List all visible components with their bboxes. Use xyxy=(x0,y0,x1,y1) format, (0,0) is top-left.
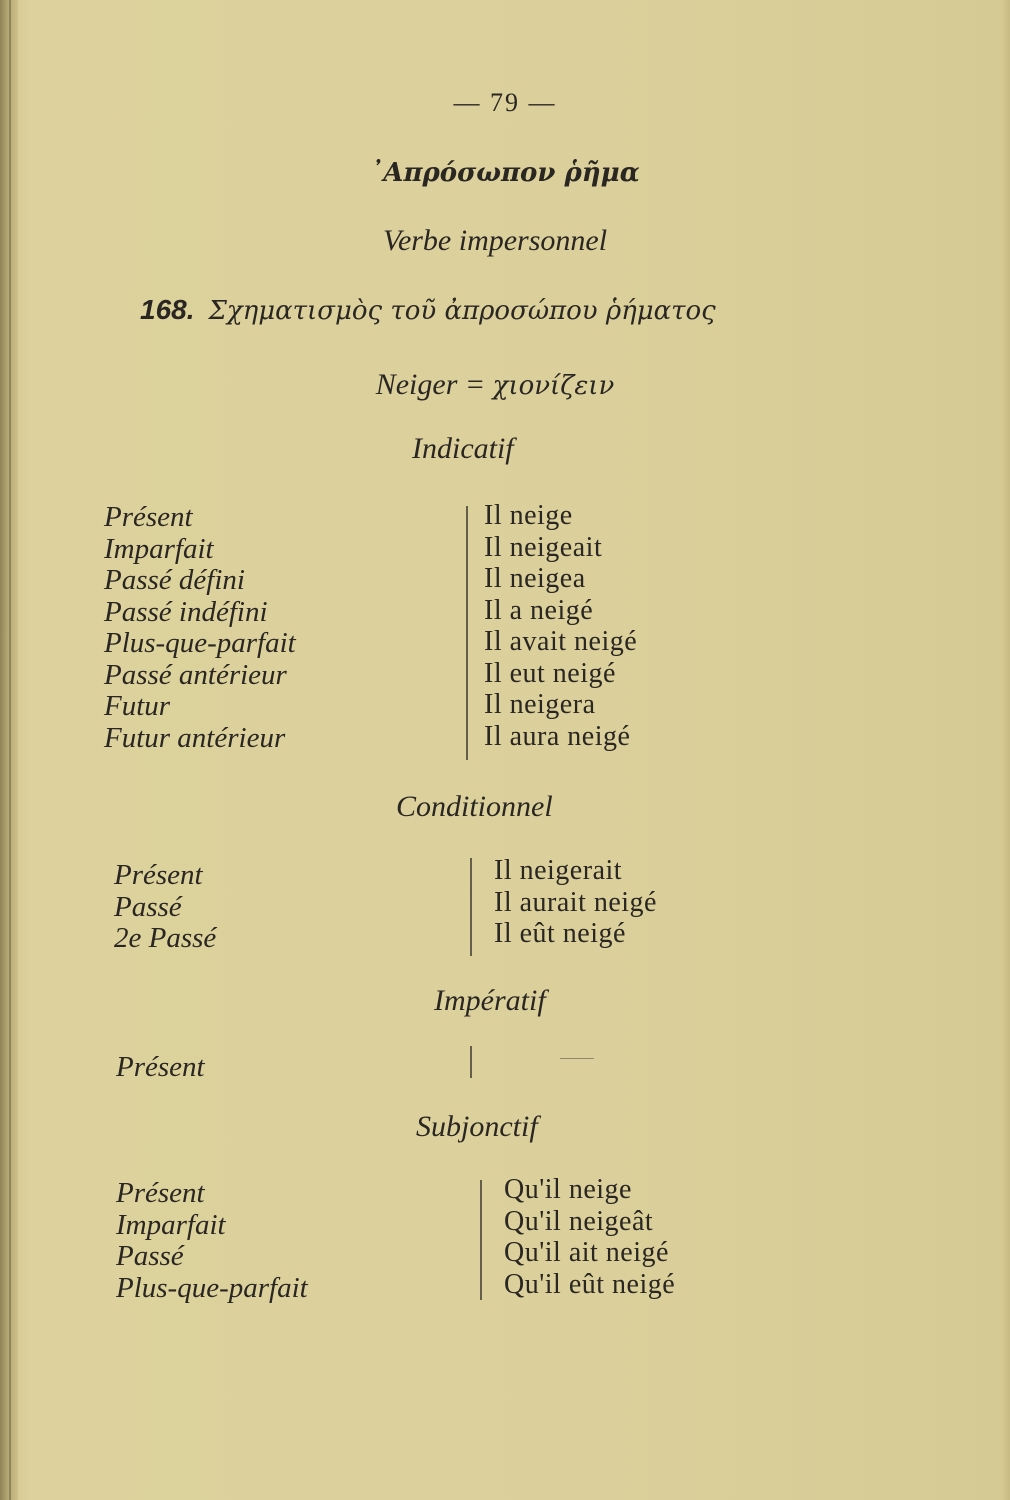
imperatif-tense-list xyxy=(116,1052,205,1084)
subjonctif-form: Qu'il ait neigé xyxy=(504,1237,669,1268)
page-right-edge xyxy=(1002,0,1010,1500)
imperatif-tense: Présent xyxy=(116,1051,205,1083)
subjonctif-tense: Présent xyxy=(116,1177,205,1209)
subjonctif-tense: Passé xyxy=(116,1240,184,1272)
conditionnel-tense: Présent xyxy=(114,859,203,891)
indicatif-form: Il neigera xyxy=(484,689,596,720)
conditionnel-form: Il eût neigé xyxy=(494,918,626,949)
french-title: Verbe impersonnel xyxy=(382,224,608,257)
section-heading xyxy=(140,294,716,326)
mood-heading-imperatif: Impératif xyxy=(434,984,546,1017)
conditionnel-tense: Passé xyxy=(114,890,182,923)
indicatif-form: Il avait neigé xyxy=(484,626,638,657)
indicatif-form: Il aura neigé xyxy=(484,720,631,752)
indicatif-form: Il neige xyxy=(484,500,573,531)
indicatif-divider xyxy=(466,506,468,760)
section-heading-text: Σχηματισμὸς τοῦ ἀπροσώπου ῥήματος xyxy=(208,296,716,326)
indicatif-form: Il a neigé xyxy=(484,594,594,626)
indicatif-tense: Plus-que-parfait xyxy=(104,627,296,659)
conditionnel-form-list xyxy=(494,855,657,950)
section-number: 168. xyxy=(140,294,195,325)
conditionnel-tense: 2e Passé xyxy=(114,922,217,954)
subjonctif-divider xyxy=(480,1180,482,1300)
indicatif-form: Il neigeait xyxy=(484,531,603,563)
indicatif-tense-list xyxy=(104,502,296,754)
mood-heading-conditionnel: Conditionnel xyxy=(396,790,553,823)
greek-title: ᾿Απρόσωπον ῥῆμα xyxy=(370,158,640,188)
indicatif-tense: Passé antérieur xyxy=(104,658,287,691)
conditionnel-form: Il aurait neigé xyxy=(494,886,657,918)
page-number: — 79 — xyxy=(453,88,557,117)
subjonctif-tense: Imparfait xyxy=(116,1208,226,1241)
imperatif-divider xyxy=(470,1046,472,1078)
conditionnel-divider xyxy=(470,858,472,956)
indicatif-tense: Passé défini xyxy=(104,564,245,596)
verb-french: Neiger xyxy=(375,368,458,401)
indicatif-form: Il eut neigé xyxy=(484,657,616,689)
mood-heading-indicatif: Indicatif xyxy=(412,432,514,465)
subjonctif-form: Qu'il neige xyxy=(504,1174,632,1205)
verb-definition xyxy=(0,368,1000,402)
indicatif-tense: Passé indéfini xyxy=(104,595,268,628)
subjonctif-tense-list xyxy=(116,1178,308,1304)
indicatif-tense: Imparfait xyxy=(104,532,214,565)
subjonctif-tense: Plus-que-parfait xyxy=(116,1271,308,1304)
conditionnel-form: Il neigerait xyxy=(494,855,623,886)
imperatif-empty-mark xyxy=(560,1058,594,1059)
indicatif-tense: Futur antérieur xyxy=(104,721,286,754)
subjonctif-form: Qu'il eût neigé xyxy=(504,1268,676,1300)
indicatif-form-list xyxy=(484,500,637,752)
conditionnel-tense-list xyxy=(114,860,216,955)
verb-greek: χιονίζειν xyxy=(492,371,615,401)
indicatif-tense: Présent xyxy=(104,501,193,533)
indicatif-form: Il neigea xyxy=(484,563,586,594)
mood-heading-subjonctif: Subjonctif xyxy=(416,1110,538,1143)
subjonctif-form: Qu'il neigeât xyxy=(504,1205,654,1237)
indicatif-tense: Futur xyxy=(104,690,171,722)
verb-equals: = xyxy=(464,368,486,401)
subjonctif-form-list xyxy=(504,1174,675,1300)
